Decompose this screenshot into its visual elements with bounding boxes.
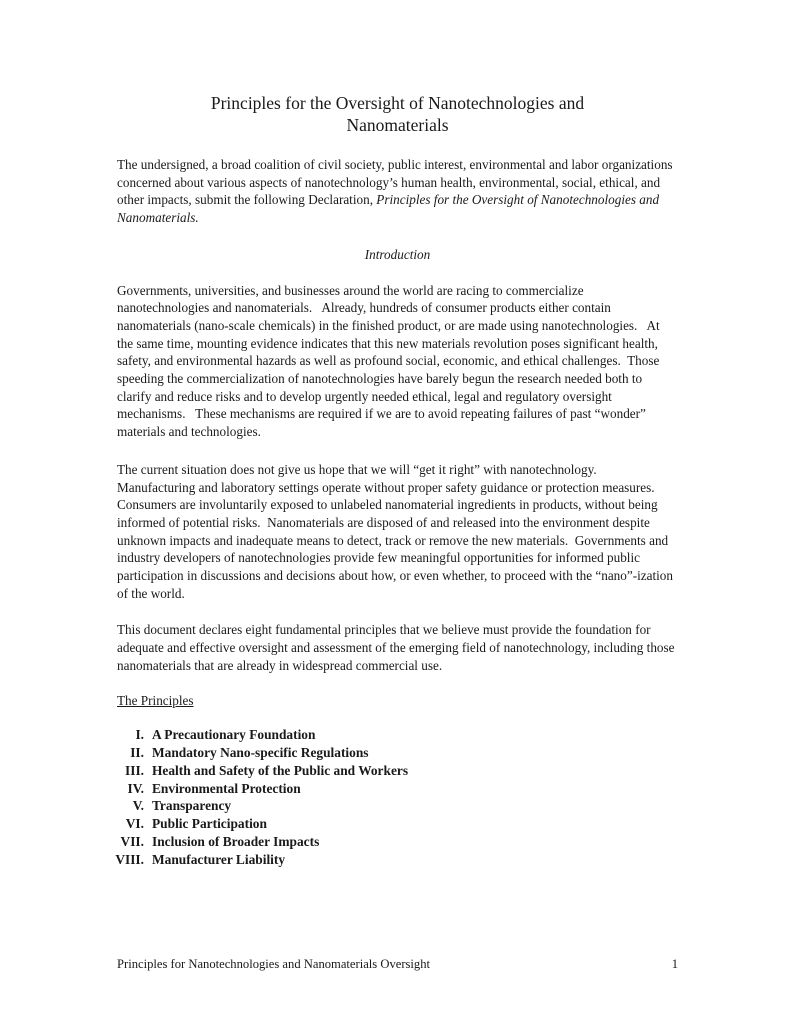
principle-item xyxy=(117,762,678,780)
introduction-heading: Introduction xyxy=(364,246,431,262)
principles-heading: The Principles xyxy=(117,692,194,708)
page-footer xyxy=(117,956,678,973)
principle-item xyxy=(117,726,678,744)
principle-numeral: VI. xyxy=(125,816,144,832)
page-title-line-1: Principles for the Oversight of Nanotechnologies and xyxy=(210,93,585,113)
principle-numeral: VII. xyxy=(120,834,144,850)
principle-item xyxy=(117,744,678,762)
principle-label: Public Participation xyxy=(152,816,267,832)
principle-label: A Precautionary Foundation xyxy=(152,727,316,743)
principle-label: Health and Safety of the Public and Workers xyxy=(152,762,409,778)
principle-item xyxy=(117,833,678,851)
principle-label: Manufacturer Liability xyxy=(152,851,286,867)
principle-item xyxy=(117,851,678,869)
principle-item xyxy=(117,780,678,798)
principle-numeral: II. xyxy=(130,745,144,761)
introduction-paragraph-3: This document declares eight fundamental principles that we believe must provide the foundation for adequate and effective oversight and assessment of the emerging field of nanotechnology, including those nanomaterials that are already in widespread commercial use. xyxy=(117,622,678,673)
principle-label: Inclusion of Broader Impacts xyxy=(152,834,320,850)
opening-paragraph xyxy=(117,156,678,227)
page-title-line-2: Nanomaterials xyxy=(346,115,449,135)
introduction-paragraph-1: Governments, universities, and businesses around the world are racing to commercialize nanotechnologies and nanomaterials. Already, hundreds of consumer products either contain nanomaterials (nano-scale chemicals) in the finished product, or are made using nanotechnologies. At the same time, mounting evidence indicates that this new materials revolution poses significant health, safety, and environmental hazards as well as profound social, economic, and ethical challenges. Those speeding the commercialization of nanotechnologies have barely begun the research needed both to clarify and reduce risks and to develop urgently needed ethical, legal and regulatory oversight mechanisms. These mechanisms are required if we are to avoid repeating failures of past “wonder” materials and technologies. xyxy=(117,282,664,440)
footer-running-title: Principles for Nanotechnologies and Nanomaterials Oversight xyxy=(117,957,431,971)
principle-numeral: I. xyxy=(135,727,144,743)
principles-list xyxy=(117,726,678,868)
principle-numeral: VIII. xyxy=(115,851,144,867)
principle-label: Transparency xyxy=(152,798,232,814)
page-number: 1 xyxy=(671,957,678,971)
introduction-paragraph-2: The current situation does not give us hope that we will “get it right” with nanotechnology. Manufacturing and laboratory settings operate without proper safety guidance or protection measures. Consumers are involuntarily exposed to unlabeled nanomaterial ingredients in products, without being informed of potential risks. Nanomaterials are disposed of and released into the environment despite unknown impacts and inadequate means to detect, track or remove the new materials. Governments and industry developers of nanotechnologies provide few meaningful opportunities for informed public participation in discussions and decisions about how, or even whether, to proceed with the “nano”-ization of the world. xyxy=(117,461,677,601)
principle-label: Mandatory Nano-specific Regulations xyxy=(152,745,369,761)
principle-numeral: V. xyxy=(132,798,144,814)
page-title xyxy=(117,0,678,136)
principle-numeral: IV. xyxy=(127,780,144,796)
document-body xyxy=(117,0,678,869)
principle-item xyxy=(117,815,678,833)
principle-numeral: III. xyxy=(125,762,144,778)
opening-paragraph-text: The undersigned, a broad coalition of civil society, public interest, environmental and labor organizations concerned about various aspects of nanotechnology’s human health, environmental, social, ethical, and other impacts, submit the following Declaration, xyxy=(117,157,676,208)
principle-item xyxy=(117,797,678,815)
principle-label: Environmental Protection xyxy=(152,780,301,796)
opening-paragraph-cited-title: Principles for the Oversight of Nanotechnologies and Nanomaterials. xyxy=(117,192,663,226)
